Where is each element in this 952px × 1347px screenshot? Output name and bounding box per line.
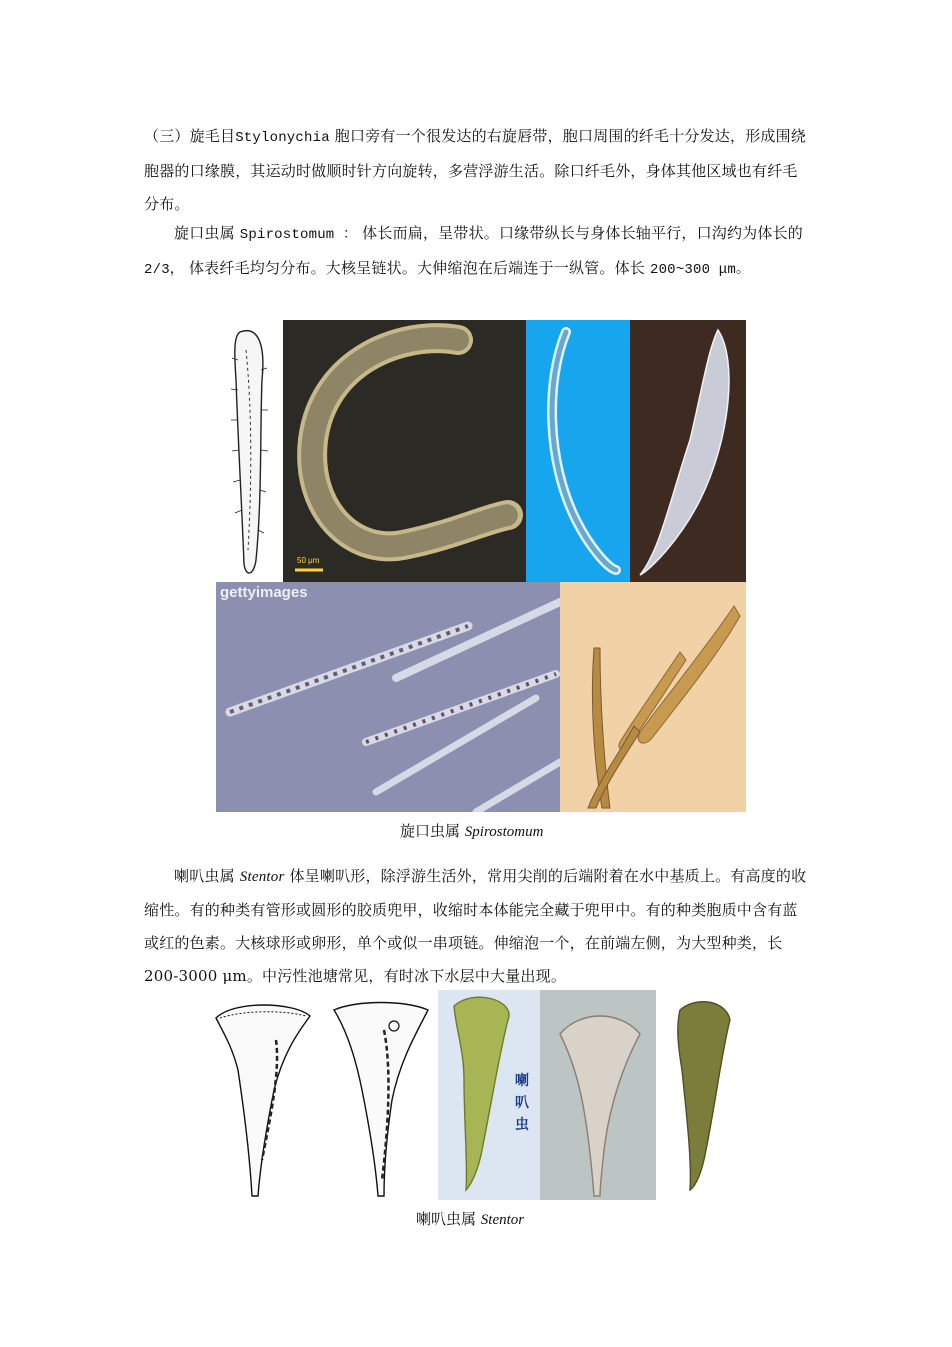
stentor-drawing-1 [204,990,320,1200]
genus-name: 旋口虫属 [174,224,235,242]
watermark-text: gettyimages [220,584,308,601]
caption-cn: 喇叭虫属 [416,1210,477,1228]
stentor-micrograph-green [438,990,540,1200]
stentor-side-label: 喇叭虫 [515,1073,529,1133]
paragraph-text: 体表纤毛均匀分布。大核呈链状。大伸缩泡在后端连于一纵管。体长 [184,259,645,277]
spirostomum-micrograph-stained [560,582,746,812]
size-text: 200~300 μm。 [649,262,751,278]
spirostomum-micrograph-dark [630,320,746,582]
paragraph-text: 体呈喇叭形，除浮游生活外，常用尖削的后端附着在水中基质上。有高度的收缩性。有的种类有管形或圆形的胶质兜甲，收缩时本体能完全藏于兜甲中。有的种类胞质中含有蓝或红的色素。大核球形或卵形，单个或似一串项链。伸缩泡一个，在前端左侧，为大型种类，长 200-3000 μm。中污性池塘常见，有时冰下水层中大量出现。 [144,867,807,985]
genus-name: 喇叭虫属 [174,867,235,885]
spirostomum-micrograph-phase [283,320,526,584]
latin-name: Stylonychia [235,130,330,146]
spirostomum-drawing [216,320,282,582]
figure-caption-spirostomum [400,820,543,841]
section-heading: （三）旋毛目 [144,127,236,145]
figure-spirostomum [216,320,746,812]
paragraph-stylonychia [144,120,812,221]
figure-stentor [204,990,744,1200]
figure-caption-stentor [416,1208,524,1229]
paragraph-stentor [144,860,812,993]
stentor-micrograph-olive [656,990,744,1200]
caption-cn: 旋口虫属 [400,822,461,840]
stentor-micrograph-dic [540,990,656,1200]
paragraph-text: 胞口旁有一个很发达的右旋唇带，胞口周围的纤毛十分发达，形成围绕胞器的口缘膜，其运动时做顺时针方向旋转，多营浮游生活。除口纤毛外，身体其他区域也有纤毛分布。 [144,127,806,213]
latin-name: Stentor [239,869,285,885]
caption-latin: Spirostomum [464,824,544,840]
fraction-text: 2/3， [144,262,185,278]
stentor-drawing-2 [326,990,436,1200]
caption-latin: Stentor [480,1212,525,1228]
spirostomum-micrograph-getty [216,582,560,812]
scale-bar-label: 50 μm [297,556,320,565]
latin-name: Spirostomum ： [239,227,358,243]
paragraph-text: 体长而扁，呈带状。口缘带纵长与身体长轴平行，口沟约为体长的 [357,224,803,242]
spirostomum-micrograph-blue [526,320,630,582]
paragraph-spirostomum [144,217,812,287]
